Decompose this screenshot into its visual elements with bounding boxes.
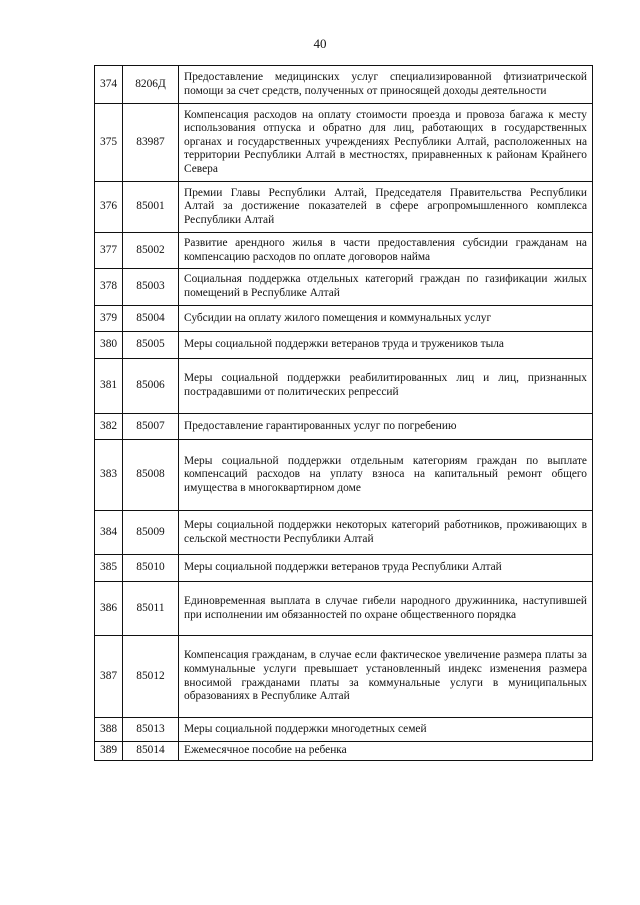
row-description: Премии Главы Республики Алтай, Председателя Правительства Республики Алтай за достижение показателей в сфере агропромышленного комплекса Республики Алтай — [179, 182, 593, 233]
row-description: Меры социальной поддержки многодетных семей — [179, 718, 593, 742]
table-row — [95, 582, 593, 636]
budget-classification-table — [94, 65, 593, 761]
table-row — [95, 233, 593, 269]
row-number: 378 — [95, 269, 123, 306]
row-number: 376 — [95, 182, 123, 233]
row-description: Компенсация гражданам, в случае если фактическое увеличение размера платы за коммунальные услуги превышает установленный индекс изменения размера вносимой гражданами платы за коммунальные услуги в муниципальных образованиях в Республике Алтай — [179, 636, 593, 718]
row-number: 387 — [95, 636, 123, 718]
row-description: Социальная поддержка отдельных категорий граждан по газификации жилых помещений в Республике Алтай — [179, 269, 593, 306]
row-description: Субсидии на оплату жилого помещения и коммунальных услуг — [179, 306, 593, 332]
table-row — [95, 555, 593, 582]
table-row — [95, 66, 593, 104]
row-code: 85005 — [123, 332, 179, 359]
row-code: 85004 — [123, 306, 179, 332]
table-row — [95, 414, 593, 440]
table-row — [95, 511, 593, 555]
table-row — [95, 440, 593, 511]
row-code: 85011 — [123, 582, 179, 636]
table-row — [95, 104, 593, 182]
page-number: 40 — [313, 36, 327, 51]
row-number: 386 — [95, 582, 123, 636]
row-number: 382 — [95, 414, 123, 440]
row-description: Развитие арендного жилья в части предоставления субсидии гражданам на компенсацию расходов по оплате договоров найма — [179, 233, 593, 269]
row-code: 85007 — [123, 414, 179, 440]
row-number: 383 — [95, 440, 123, 511]
row-code: 85008 — [123, 440, 179, 511]
table-row — [95, 332, 593, 359]
table-row — [95, 269, 593, 306]
row-number: 379 — [95, 306, 123, 332]
row-code: 85009 — [123, 511, 179, 555]
row-description: Единовременная выплата в случае гибели народного дружинника, наступившей при исполнении им обязанностей по охране общественного порядка — [179, 582, 593, 636]
row-description: Ежемесячное пособие на ребенка — [179, 742, 593, 761]
row-description: Предоставление медицинских услуг специализированной фтизиатрической помощи за счет средств, полученных от приносящей доходы деятельности — [179, 66, 593, 104]
row-number: 384 — [95, 511, 123, 555]
row-description: Меры социальной поддержки отдельным категориям граждан по выплате компенсаций расходов на уплату взноса на капитальный ремонт общего имущества в многоквартирном доме — [179, 440, 593, 511]
table-row — [95, 718, 593, 742]
row-code: 8206Д — [123, 66, 179, 104]
row-number: 385 — [95, 555, 123, 582]
row-code: 83987 — [123, 104, 179, 182]
row-code: 85014 — [123, 742, 179, 761]
row-code: 85002 — [123, 233, 179, 269]
row-number: 389 — [95, 742, 123, 761]
table-row — [95, 742, 593, 761]
row-number: 380 — [95, 332, 123, 359]
table-row — [95, 182, 593, 233]
row-description: Меры социальной поддержки ветеранов труда Республики Алтай — [179, 555, 593, 582]
row-number: 375 — [95, 104, 123, 182]
row-code: 85006 — [123, 359, 179, 414]
row-number: 381 — [95, 359, 123, 414]
row-description: Меры социальной поддержки некоторых категорий работников, проживающих в сельской местности Республики Алтай — [179, 511, 593, 555]
table-row — [95, 636, 593, 718]
row-code: 85010 — [123, 555, 179, 582]
row-code: 85001 — [123, 182, 179, 233]
table-row — [95, 306, 593, 332]
row-number: 377 — [95, 233, 123, 269]
row-code: 85003 — [123, 269, 179, 306]
row-number: 374 — [95, 66, 123, 104]
table-row — [95, 359, 593, 414]
row-description: Предоставление гарантированных услуг по погребению — [179, 414, 593, 440]
row-number: 388 — [95, 718, 123, 742]
row-description: Компенсация расходов на оплату стоимости проезда и провоза багажа к месту использования отпуска и обратно для лиц, работающих в государственных органах и государственных учреждениях Республики Алтай, расположенных на территории Республики Алтай в местностях, приравненных к районам Крайнего Севера — [179, 104, 593, 182]
row-code: 85012 — [123, 636, 179, 718]
row-code: 85013 — [123, 718, 179, 742]
row-description: Меры социальной поддержки ветеранов труда и тружеников тыла — [179, 332, 593, 359]
row-description: Меры социальной поддержки реабилитированных лиц и лиц, признанных пострадавшими от политических репрессий — [179, 359, 593, 414]
